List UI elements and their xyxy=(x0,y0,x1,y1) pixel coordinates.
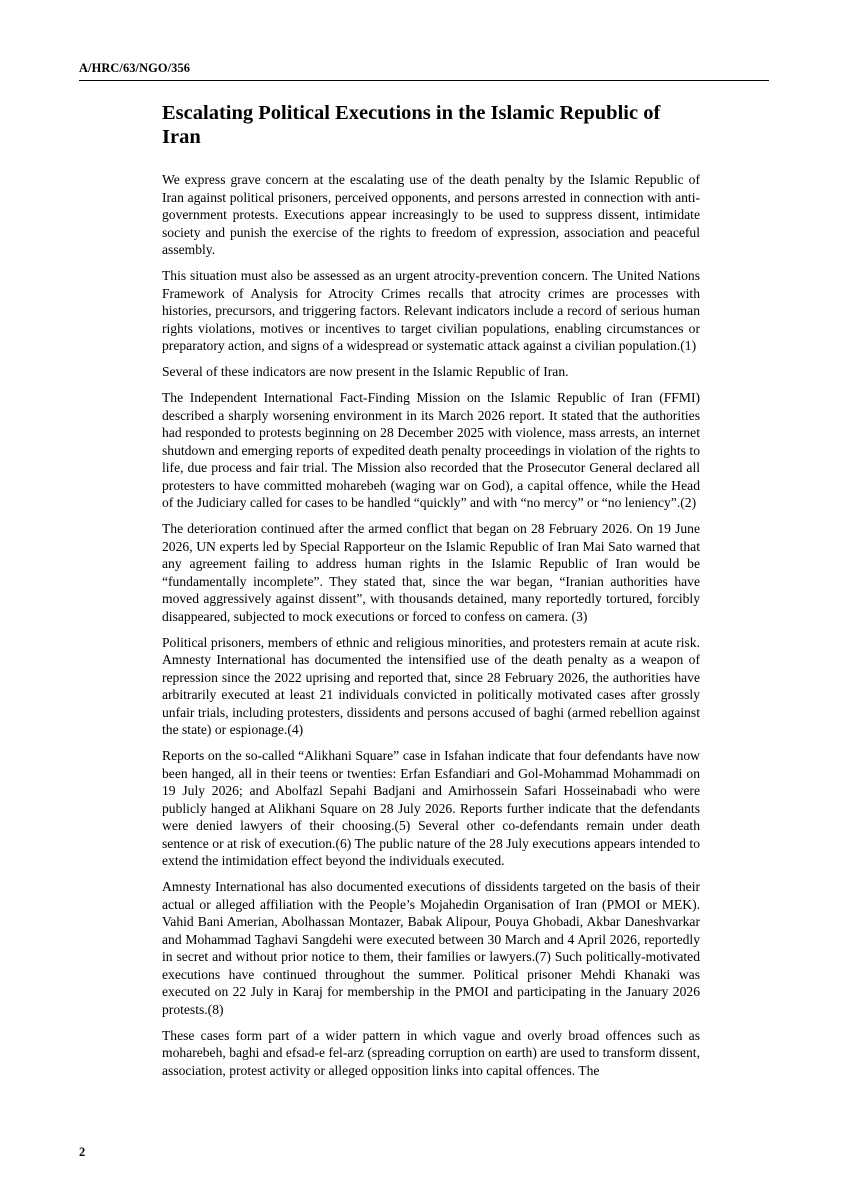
paragraph: Reports on the so-called “Alikhani Square” case in Isfahan indicate that four defendants have now been hanged, all in their teens or twenties: Erfan Esfandiari and Gol-Mohammad Mohammadi on 19 July 2026; and Abolfazl Sepahi Badjani and Amirhossein Safari Hosseinabadi who were publicly hanged at Alikhani Square on 28 July 2026. Reports further indicate that the defendants were denied lawyers of their choosing.(5) Several other co-defendants remain under death sentence or at risk of execution.(6) The public nature of the 28 July executions appears intended to extend the intimidation effect beyond the individuals executed. xyxy=(162,748,700,868)
document-body xyxy=(162,101,700,1088)
paragraph: We express grave concern at the escalating use of the death penalty by the Islamic Republic of Iran against political prisoners, perceived opponents, and persons arrested in connection with anti-government protests. Executions appear increasingly to be used to suppress dissent, intimidate society and punish the exercise of the rights to freedom of expression, association and peaceful assembly. xyxy=(162,172,700,257)
paragraph: The deterioration continued after the armed conflict that began on 28 February 2026. On 19 June 2026, UN experts led by Special Rapporteur on the Islamic Republic of Iran Mai Sato warned that any agreement failing to address human rights in the Islamic Republic of Iran would be “fundamentally incomplete”. They stated that, since the war began, “Iranian authorities have moved aggressively against dissent”, with thousands detained, many reportedly tortured, forcibly disappeared, subjected to mock executions or forced to confess on camera. (3) xyxy=(162,521,700,624)
paragraph: Several of these indicators are now present in the Islamic Republic of Iran. xyxy=(162,364,569,379)
paragraph: This situation must also be assessed as an urgent atrocity-prevention concern. The United Nations Framework of Analysis for Atrocity Crimes recalls that atrocity crimes are processes with histories, precursors, and triggering factors. Relevant indicators include a record of serious human rights violations, motives or incentives to target civilian populations, enabling circumstances or preparatory action, and signs of a widespread or systematic attack against a civilian population.(1) xyxy=(162,268,700,353)
paragraph: Political prisoners, members of ethnic and religious minorities, and protesters remain at acute risk. Amnesty International has documented the intensified use of the death penalty as a weapon of repression since the 2022 uprising and reported that, since 28 February 2026, the authorities have arbitrarily executed at least 21 individuals convicted in politically motivated cases after grossly unfair trials, including protesters, dissidents and persons accused of baghi (armed rebellion against the state) or espionage.(4) xyxy=(162,634,700,737)
page-number: 2 xyxy=(79,1145,86,1159)
paragraph: These cases form part of a wider pattern in which vague and overly broad offences such as moharebeh, baghi and efsad-e fel-arz (spreading corruption on earth) are used to transform dissent, association, protest activity or alleged opposition links into capital offences. The xyxy=(162,1027,700,1078)
paragraph: Amnesty International has also documented executions of dissidents targeted on the basis of their actual or alleged affiliation with the People’s Mojahedin Organisation of Iran (PMOI or MEK). Vahid Bani Amerian, Abolhassan Montazer, Babak Alipour, Pouya Ghobadi, Akbar Daneshvarkar and Mohammad Taghavi Sangdehi were executed between 30 March and 4 April 2026, reportedly in secret and without prior notice to them, their families or lawyers.(7) Such politically-motivated executions have continued throughout the summer. Political prisoner Mehdi Khanaki was executed on 22 July in Karaj for membership in the PMOI and participating in the January 2026 protests.(8) xyxy=(162,879,700,1017)
paragraph: The Independent International Fact-Finding Mission on the Islamic Republic of Iran (FFMI) described a sharply worsening environment in its March 2026 report. It stated that the authorities had responded to protests beginning on 28 December 2025 with violence, mass arrests, an internet shutdown and emerging reports of expedited death penalty proceedings in violation of the rights to life, due process and fair trial. The Mission also recorded that the Prosecutor General declared all protesters to have committed moharebeh (waging war on God), a capital offence, while the Head of the Judiciary called for cases to be handled “quickly” and with “no mercy” or “no leniency”.(2) xyxy=(162,390,700,510)
document-symbol: A/HRC/63/NGO/356 xyxy=(79,61,191,75)
header-rule xyxy=(79,80,769,81)
document-title: Escalating Political Executions in the Islamic Republic of Iran xyxy=(162,102,661,148)
